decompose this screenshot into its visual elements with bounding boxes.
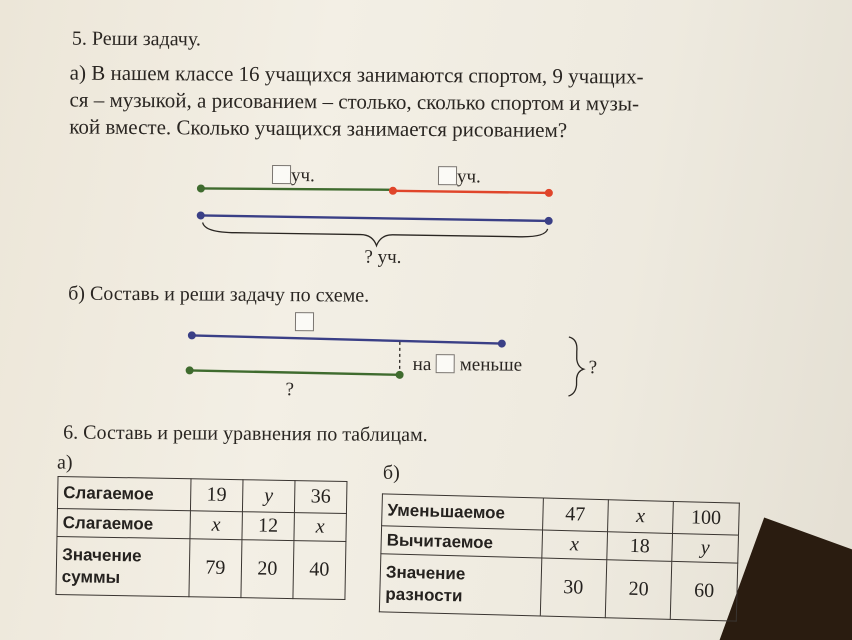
table-cell: 36 <box>294 481 347 514</box>
unit-label: уч. <box>456 166 481 188</box>
unit-label: уч. <box>290 165 315 187</box>
table-cell: x <box>190 511 243 540</box>
scheme-b-bottom-segment <box>190 370 400 374</box>
scheme-b-right-brace <box>568 337 583 396</box>
answer-box[interactable] <box>438 166 457 185</box>
scheme-b-top-box <box>295 312 314 334</box>
table-row <box>379 554 737 621</box>
scheme-b-dot <box>188 331 196 339</box>
task5b-title: б) Составь и реши задачу по схеме. <box>68 282 370 307</box>
na-label: на <box>412 353 432 376</box>
scheme-b-dot <box>186 366 194 374</box>
scheme-a-music-segment <box>393 191 549 193</box>
task5a-line-2: ся – музыкой, а рисованием – столько, сколько спортом и музы- <box>69 87 640 116</box>
table-b-label: б) <box>382 461 400 484</box>
table-a <box>55 476 347 600</box>
scheme-a-total-label: ? уч. <box>364 246 402 268</box>
task5a-line-1: а) В нашем классе 16 учащихся занимаются спортом, 9 учащих- <box>69 60 644 89</box>
scheme-a-label-sport <box>272 165 315 187</box>
scheme-b-question-bottom: ? <box>285 379 295 401</box>
table-cell: 30 <box>540 558 607 618</box>
table-cell-head: Значение разности <box>379 554 541 616</box>
table-cell-head: Значение суммы <box>56 536 190 596</box>
table-cell-head: Вычитаемое <box>381 526 542 558</box>
table-cell-head: Уменьшаемое <box>382 494 543 530</box>
table-b <box>379 493 740 621</box>
scheme-a-dot <box>389 187 397 195</box>
scheme-b-question-right: ? <box>588 357 598 379</box>
table-cell: y <box>242 480 295 513</box>
table-cell: x <box>294 513 347 542</box>
scheme-a-drawing-segment <box>201 215 549 220</box>
table-cell: 20 <box>605 560 672 620</box>
task5-title: 5. Реши задачу. <box>71 27 201 51</box>
answer-box[interactable] <box>436 354 455 373</box>
task5a-line-3: кой вместе. Сколько учащихся занимается рисованием? <box>69 114 568 143</box>
table-cell-head: Слагаемое <box>57 476 190 510</box>
task6-title: 6. Составь и реши уравнения по таблицам. <box>63 421 428 447</box>
scheme-b-dot <box>396 371 404 379</box>
table-cell: 79 <box>189 539 242 598</box>
table-cell: 19 <box>190 479 243 512</box>
scheme-b-top-segment <box>192 335 502 343</box>
scheme-a-dot <box>545 189 553 197</box>
table-cell-head: Слагаемое <box>57 508 190 538</box>
answer-box[interactable] <box>295 312 314 331</box>
scheme-b-difference-label <box>413 354 523 377</box>
table-cell: x <box>607 500 673 534</box>
table-cell: 100 <box>673 501 740 535</box>
table-cell: 40 <box>293 541 346 600</box>
scheme-b-dot <box>498 340 506 348</box>
scheme-a-dot <box>197 184 205 192</box>
scheme-a-dot <box>545 217 553 225</box>
table-a-label: а) <box>56 451 73 474</box>
table-cell: 12 <box>242 512 295 541</box>
table-cell: 60 <box>671 561 738 621</box>
table-cell: x <box>541 530 607 560</box>
table-cell: 20 <box>241 540 294 599</box>
scheme-a-label-music <box>438 166 481 188</box>
menshe-label: меньше <box>459 354 523 376</box>
table-cell: 18 <box>607 532 673 562</box>
table-cell: 47 <box>542 498 608 532</box>
table-row <box>56 536 346 599</box>
table-cell: y <box>672 533 738 563</box>
scheme-a-sport-segment <box>201 188 393 189</box>
table-row <box>57 476 347 513</box>
answer-box[interactable] <box>272 165 291 184</box>
scheme-a-brace <box>203 222 548 246</box>
scheme-a-dot <box>197 211 205 219</box>
